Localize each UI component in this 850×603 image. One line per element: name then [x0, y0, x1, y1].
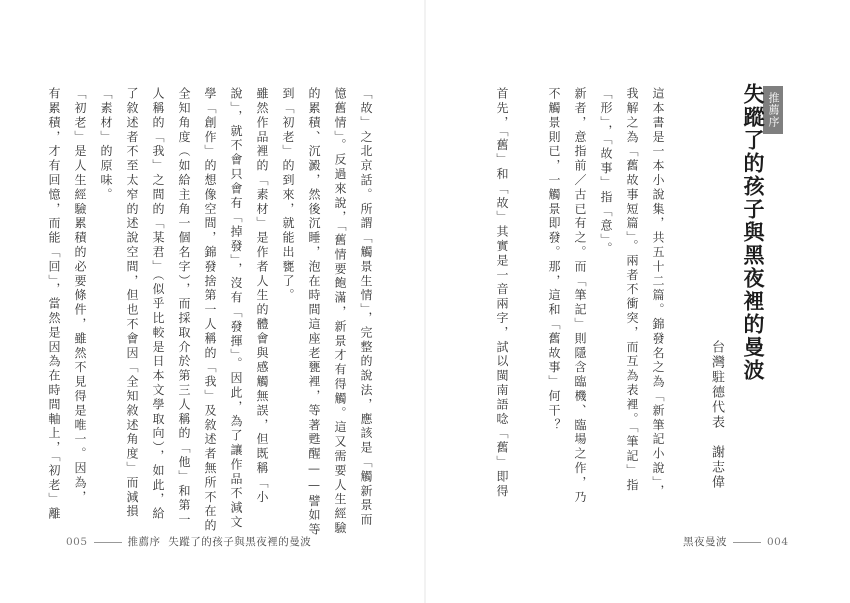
text-column: 憶舊情」。反過來說，「舊情要飽滿，新景才有得觸。這又需要人生經驗 [333, 87, 347, 536]
text-column: 新者，意指前／古已有之。而「筆記」則隱含臨機、臨場之作，乃 [573, 87, 587, 505]
footer-book-title: 黑夜曼波 [683, 536, 727, 548]
chapter-title: 失蹤了的孩子與黑夜裡的曼波 [741, 83, 766, 382]
page-number: 004 [767, 536, 789, 548]
footer-tag: 推薦序 [127, 536, 161, 548]
text-column: 「素材」的原味。 [99, 87, 113, 203]
footer-rule [733, 542, 761, 543]
footer-rule [94, 542, 122, 543]
text-column: 「故」之北京話。所謂「觸景生情」，完整的說法，應該是「觸新景而 [359, 87, 373, 528]
text-column: 到「初老」的到來，就能出甕了。 [281, 87, 295, 303]
text-column: 全知角度（如給主角一個名字），而採取介於第三人稱的「他」和第一 [177, 87, 191, 528]
foreword-tag: 推薦序 [763, 86, 783, 134]
page-number: 005 [66, 536, 88, 548]
text-column: 的累積、沉澱，然後沉睡，泡在時間這座老甕裡，等著甦醒——譬如等 [307, 87, 321, 538]
text-column: 人稱的「我」之間的「某君」（似乎比較是日本文學取向），如此，給 [151, 87, 165, 522]
footer-chapter-title: 失蹤了的孩子與黑夜裡的曼波 [168, 536, 312, 548]
text-column: 雖然作品裡的「素材」是作者人生的體會與感觸無誤，但既稱「小 [255, 87, 269, 505]
text-column: 「形」，「故事」指「意」。 [599, 87, 613, 257]
text-column: 了敘述者不至太窄的述說空間，但也不會因「全知敘述角度」而減損 [125, 87, 139, 519]
text-column: 這本書是一本小說集，共五十二篇。錦發名之為「新筆記小說」， [651, 87, 665, 499]
text-column: 首先，「舊」和「故」其實是一音兩字，試以閩南語唸「舊」即得 [495, 87, 509, 499]
left-footer [66, 534, 311, 549]
text-column: 有累積，才有回憶，而能「回」，當然是因為在時間軸上，「初老」離 [47, 87, 61, 522]
text-column: 我解之為「舊故事短篇」。兩者不衝突，而互為表裡。「筆記」指 [625, 87, 639, 493]
text-column: 不觸景則已，一觸景即發。那，這和「舊故事」何干？ [547, 87, 561, 433]
gutter [424, 0, 426, 603]
right-footer [683, 534, 789, 549]
text-column: 說」，就不會只會有「掉發」，沒有「發揮」。因此，為了讓作品不減文 [229, 87, 243, 530]
text-column: 「初老」是人生經驗累積的必要條件，雖然不見得是唯一。因為， [73, 87, 87, 505]
author-line: 台灣駐德代表 謝志偉 [709, 340, 724, 490]
text-column: 學「創作」的想像空間，錦發捨第一人稱的「我」及敘述者無所不在的 [203, 87, 217, 534]
